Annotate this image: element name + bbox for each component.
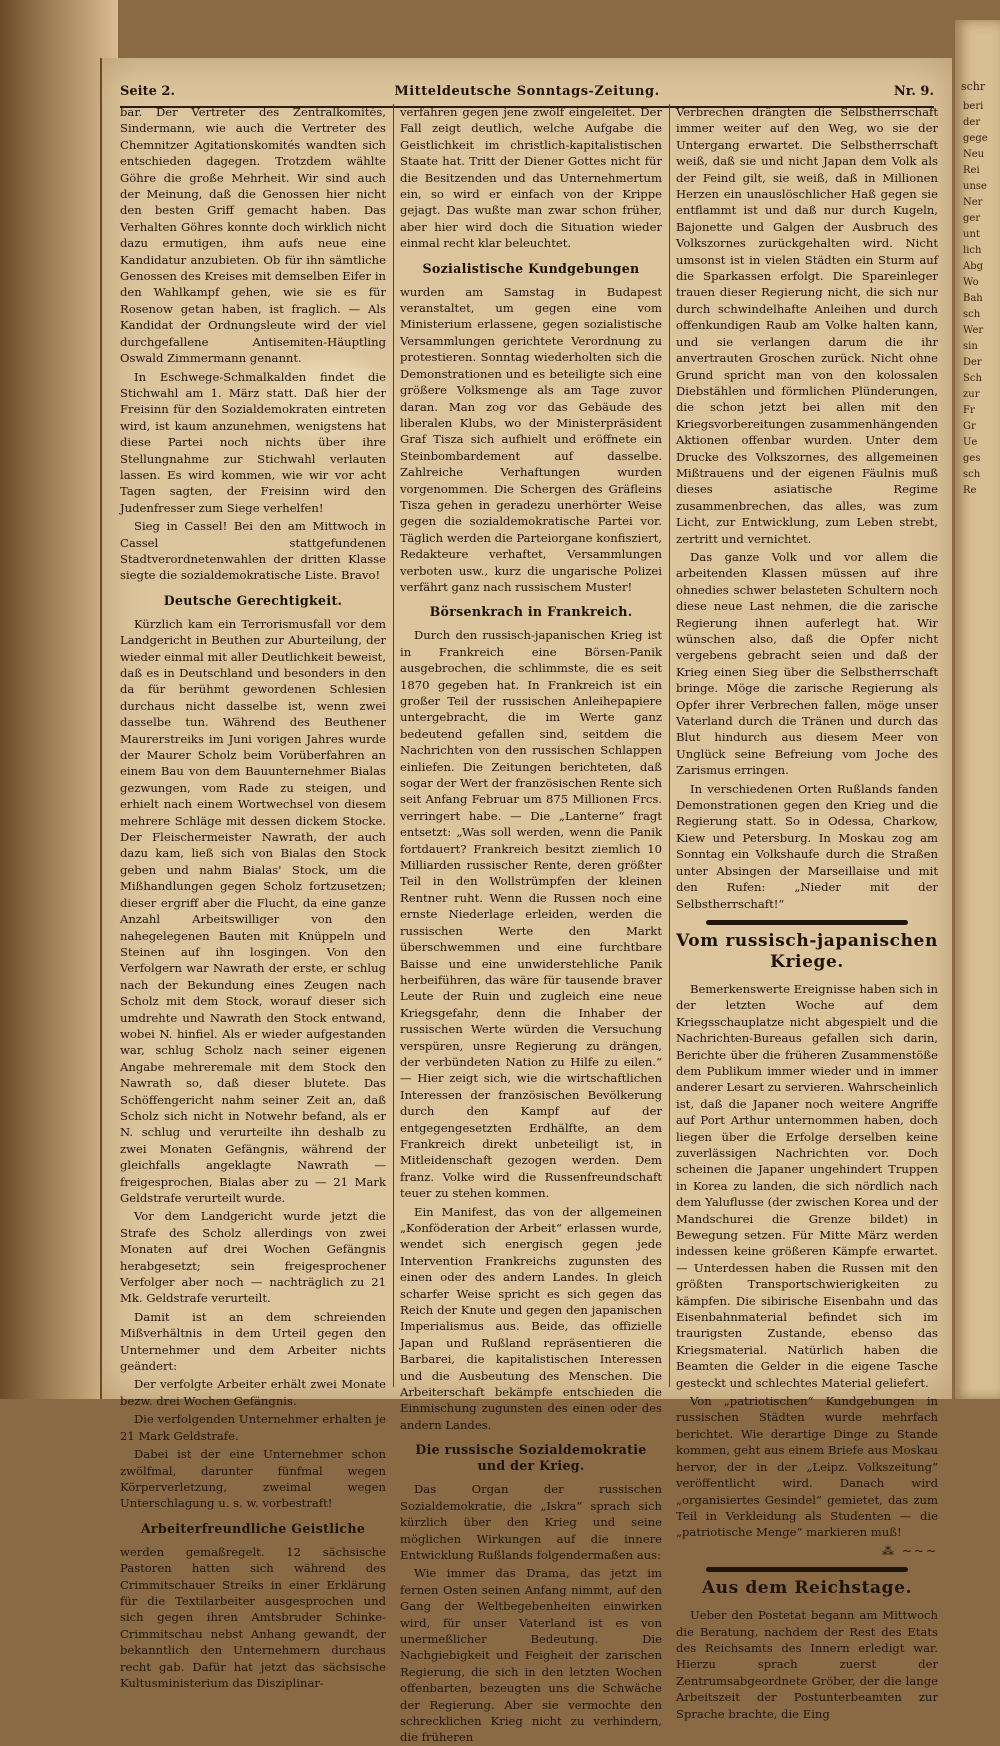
article-paragraph: bar. Der Vertreter des Zentralkomités, Sindermann, wie auch die Vertreter des Chemnitzer Agitationskomités wandten sich entschieden dagegen. Trotzdem wählte Göhre die große Mehrheit. Wir sind auch der Meinung, daß die Genossen hier nicht den besten Griff gemacht haben. Das Verhalten Göhres konnte doch wirklich nicht dazu ermutigen, ihm aufs neue eine Kandidatur anzubieten. Ob für ihn sämtliche Genossen des Kreises mit demselben Eifer in den Wahlkampf gehen, wie sie es für Rosenow getan haben, ist fraglich. — Als Kandidat der Ordnungsleute wird der viel durchgefallene Antisemiten-Häuptling Oswald Zimmermann genannt. [120,105,386,366]
section-heading: Die russische Sozialdemokratie und der Krieg. [415,1442,647,1474]
adjacent-page-line: Fr [963,405,975,416]
ornament-flourish: ⁂ ~~~ [882,1543,938,1558]
section-heading: Deutsche Gerechtigkeit. [163,592,343,608]
adjacent-page-line: Sch [963,373,982,384]
adjacent-page-line: Wo [963,277,979,288]
newspaper-title: Mitteldeutsche Sonntags-Zeitung. [394,84,660,99]
adjacent-page-line: unse [963,181,987,192]
article-paragraph: Kürzlich kam ein Terrorismusfall vor dem Landgericht in Beuthen zur Aburteilung, der wieder einmal mit aller Deutlichkeit beweist, daß es in Deutschland und besonders in den da für berühmt gewordenen Schlesien durchaus nicht dasselbe ist, wenn zwei dasselbe tun. Während des Beuthener Maurerstreiks im Juni vorigen Jahres wurde der Maurer Scholz beim Vorüberfahren an einem Bau von dem Bauunternehmer Bialas gezwungen, vom Rade zu steigen, und erhielt nach einem Wortwechsel von diesem mehrere Schläge mit dessen dickem Stocke. Der Fleischermeister Nawrath, der auch dazu kam, ließ sich von Bialas den Stock geben und nahm Bialas' Stock, um die Mißhandlungen gegen Scholz fortzusetzen; dieser ergriff aber die Flucht, da eine ganze Anzahl Arbeitswilliger von den nahegelegenen Bauten mit Knüppeln und Steinen auf ihn losgingen. Von den Verfolgern war Nawrath der erste, er schlug nach der Bekundung eines Zeugen nach Scholz mit dem Stock, worauf dieser sich umdrehte und Nawrath den Stock entwand, wobei N. hinfiel. Als er wieder aufgestanden war, schlug Scholz nach seiner eigenen Angabe mehreremale mit dem Stock den Nawrath so, daß dieser blutete. Das Schöffengericht nahm seiner Zeit an, daß Scholz sich nicht in Notwehr befand, als er N. schlug und verurteilte ihn deshalb zu zwei Monaten Gefängnis, während der gleichfalls angeklagte Nawrath — freigesprochen, Bialas aber zu — 21 Mark Geldstrafe verurteilt wurde. [120,616,386,1205]
column-divider [669,104,670,1387]
section-heading: Sozialistische Kundgebungen [422,260,640,276]
section-heading-large: Vom russisch-japanischen Kriege. [676,930,938,972]
article-paragraph: Verbrechen drängten die Selbstherrschaft immer weiter auf den Weg, wo sie der Untergang erwartet. Die Selbstherrschaft weiß, daß sie und nicht Japan dem Volk als der Feind gilt, sie weiß, daß in Millionen Herzen ein unauslöschlicher Haß gegen sie entflammt ist und daß nur durch Kugeln, Bajonette und Galgen der Ausbruch des Volkszornes zurückgehalten wird. Nicht umsonst ist in vielen Städten ein Sturm auf die Sparkassen erfolgt. Die Spareinleger trauen dieser Regierung nicht, die sich nur durch schwindelhafte Anleihen und durch offenkundigen Raub am Volke halten kann, und sie verlangen darum die ihr anvertrauten Groschen zurück. Nicht ohne Grund spricht man von den kolossalen Diebstählen und förmlichen Plünderungen, die schon jetzt bei allen mit den Kriegsvorbereitungen zusammenhängenden Aktionen offenbar wurden. Unter dem Drucke des Volkszornes, des allgemeinen Mißtrauens und der eigenen Fäulnis muß dieses asiatische Regime zusammenbrechen, das alles, was zum Licht, zur Entwicklung, zum Leben strebt, zertritt und vernichtet. [676,105,938,546]
column-3 [676,104,938,1721]
section-rule [706,920,908,925]
adjacent-page-line: beri [963,101,984,112]
adjacent-page-line: ges [963,453,981,464]
article-paragraph: Das Organ der russischen Sozialdemokratie, die „Iskra“ sprach sich kürzlich über den Krieg und seine möglichen Wirkungen auf die innere Entwicklung Rußlands folgendermaßen aus: [400,1482,662,1562]
newspaper-page [100,58,952,1745]
article-paragraph: verfahren gegen jene zwölf eingeleitet. Der Fall zeigt deutlich, welche Aufgabe die Geistlichkeit im christlich-kapitalistischen Staate hat. Tritt der Diener Gottes nicht für die Besitzenden und das Unternehmertum ein, so wird er einfach von der Krippe gejagt. Das wußte man zwar schon früher, aber hier wird doch die Situation wieder einmal recht klar beleuchtet. [400,105,662,251]
article-paragraph: werden gemaßregelt. 12 sächsische Pastoren hatten sich während des Crimmitschauer Streiks in einer Erklärung für die Textilarbeiter ausgesprochen und sich gegen ihren Amtsbruder Schinke-Crimmitschau nebst Anhang gewandt, der bekanntlich den Unternehmern durchaus recht gab. Dafür hat jetzt das sächsische Kultusministerium das Disziplinar- [120,1544,386,1690]
section-heading: Börsenkrach in Frankreich. [429,604,633,620]
adjacent-page-line: Gr [963,421,976,432]
article-paragraph: Wie immer das Drama, das jetzt im fernen Osten seinen Anfang nimmt, auf den Gang der Weltbegebenheiten einwirken wird, für unser Vaterland ist es von unermeßlicher Bedeutung. Die Nachgiebigkeit und Feigheit der zarischen Regierung, die sich in den letzten Wochen offenbarten, bezeugten uns die Schwäche der Regierung. Aber sie vermochte den schrecklichen Krieg nicht zu verhindern, die früheren [400,1566,662,1745]
adjacent-page-line: Re [963,485,977,496]
article-paragraph: Damit ist an dem schreienden Mißverhältnis in dem Urteil gegen den Unternehmer und dem Arbeiter nichts geändert: [120,1309,386,1374]
adjacent-page-edge [955,20,1000,1399]
section-heading-large: Aus dem Reichstage. [701,1578,913,1599]
column-divider [393,104,394,1387]
article-paragraph: Von „patriotischen“ Kundgebungen in russischen Städten wurde mehrfach berichtet. Wie derartige Dinge zu Stande kommen, geht aus einem Briefe aus Moskau hervor, der in der „Leipz. Volkszeitung“ veröffentlicht wird. Danach wird „organisiertes Gesindel“ gemietet, das zum Teil in Verkleidung als Studenten — die „patriotische Menge“ markieren muß! [676,1394,938,1540]
adjacent-page-fragment: schr [961,80,986,93]
adjacent-page-line: lich [963,245,982,256]
adjacent-page-lines [955,99,1000,499]
column-2 [400,104,662,1745]
article-paragraph: Ueber den Postetat begann am Mittwoch die Beratung, nachdem der Rest des Etats des Reichsamts des Innern erledigt war. Hierzu sprach zuerst der Zentrumsabgeordnete Gröber, der die lange Arbeitszeit der Postunterbeamten zur Sprache brachte, die Eing [676,1608,938,1721]
adjacent-page-line: Der [963,357,982,368]
adjacent-page-line: Ner [963,197,983,208]
section-heading: Arbeiterfreundliche Geistliche [140,1520,366,1536]
adjacent-page-line: Bah [963,293,983,304]
adjacent-page-line: der [963,117,981,128]
article-paragraph: Sieg in Cassel! Bei den am Mittwoch in Cassel stattgefundenen Stadtverordnetenwahlen der dritten Klasse siegte die sozialdemokratische Liste. Bravo! [120,519,386,583]
adjacent-page-line: gege [963,133,988,144]
article-paragraph: Ein Manifest, das von der allgemeinen „Konföderation der Arbeit“ erlassen wurde, wendet sich energisch gegen jede Intervention Frankreichs zugunsten des einen oder des andern Landes. In gleich scharfer Weise spricht es sich gegen das Reich der Knute und gegen den japanischen Imperialismus aus. Beide, das offizielle Japan und Rußland repräsentieren die Barbarei, die kapitalistischen Interessen und die Ausbeutung des Menschen. Die Arbeiterschaft bekämpfe entschieden die Einmischung zugunsten des einen oder des andern Landes. [400,1204,662,1432]
article-paragraph: Vor dem Landgericht wurde jetzt die Strafe des Scholz allerdings von zwei Monaten auf drei Wochen Gefängnis herabgesetzt; sein freigesprochener Verfolger aber noch — nachträglich zu 21 Mk. Geldstrafe verurteilt. [120,1209,386,1306]
article-paragraph: Das ganze Volk und vor allem die arbeitenden Klassen müssen auf ihre ohnedies schwer belasteten Schultern noch diese neue Last nehmen, die die zarische Regierung ihnen auferlegt hat. Wir wünschen also, daß die Opfer nicht vergebens gebracht seien und daß der Krieg einen Sieg über die Selbstherrschaft bringe. Möge die zarische Regierung als Opfer ihrer Verbrechen fallen, möge unser Vaterland durch die Tränen und durch das Blut hindurch aus diesem Meer von Unglück seine Befreiung vom Joche des Zarismus erringen. [676,549,938,778]
page-label: Seite 2. [120,84,175,99]
article-paragraph: Die verfolgenden Unternehmer erhalten je 21 Mark Geldstrafe. [120,1412,386,1443]
adjacent-page-line: Abg [963,261,984,272]
adjacent-page-line: sin [963,341,978,352]
article-paragraph: In Eschwege-Schmalkalden findet die Stichwahl am 1. März statt. Daß hier der Freisinn für den Sozialdemokraten eintreten wird, ist kaum anzunehmen, wenigstens hat diese Partei noch nichts über ihre Stellungnahme zur Stichwahl verlauten lassen. Es wird kommen, wie wir vor acht Tagen sagten, der Freisinn wird den Judenfresser zum Siege verhelfen! [120,369,386,515]
section-rule [706,1567,908,1572]
issue-number: Nr. 9. [893,84,934,99]
adjacent-page-line: sch [963,309,981,320]
adjacent-page-line: zur [963,389,980,400]
adjacent-page-line: Ue [963,437,978,448]
adjacent-page-line: ger [963,213,981,224]
column-1 [120,104,386,1690]
adjacent-page-line: Neu [963,149,985,160]
article-paragraph: In verschiedenen Orten Rußlands fanden Demonstrationen gegen den Krieg und die Regierung statt. So in Odessa, Charkow, Kiew und Petersburg. In Moskau zog am Sonntag ein Volkshaufe durch die Straßen unter Absingen der Marseillaise und mit den Rufen: „Nieder mit der Selbstherrschaft!“ [676,781,938,911]
article-paragraph: Bemerkenswerte Ereignisse haben sich in der letzten Woche auf dem Kriegsschauplatze nicht abgespielt und die Nachrichten-Bureaus gefallen sich darin, Berichte über die früheren Zusammenstöße dem Publikum immer wieder und in immer anderer Lesart zu servieren. Wahrscheinlich ist, daß die Japaner noch weitere Angriffe auf Port Arthur unternommen haben, doch liegen über die Erfolge derselben keine zuverlässigen Nachrichten vor. Doch scheinen die Japaner ungehindert Truppen in Korea zu landen, die sich nördlich nach dem Yaluflusse (der zwischen Korea und der Mandschurei die Grenze bildet) in Bewegung setzen. Für Mitte März werden indessen keine größeren Kämpfe erwartet. — Unterdessen haben die Russen mit den größten Transportschwierigkeiten zu kämpfen. Die sibirische Eisenbahn und das Eisenbahnmaterial befindet sich im traurigsten Zustande, ebenso das Kriegsmaterial. Natürlich haben die Beamten die Gelder in die eigene Tasche gesteckt und schlechtes Material geliefert. [676,981,938,1390]
adjacent-page-line: sch [963,469,981,480]
adjacent-page-line: unt [963,229,980,240]
adjacent-page-line: Wer [963,325,984,336]
article-paragraph: Durch den russisch-japanischen Krieg ist in Frankreich eine Börsen-Panik ausgebrochen, die schlimmste, die es seit 1870 gegeben hat. In Frankreich ist ein großer Teil der russischen Anleihepapiere untergebracht, die im Werte ganz bedeutend gefallen sind, seitdem die Nachrichten von den russischen Schlappen einliefen. Die Zeitungen berichteten, daß sogar der Wert der französischen Rente sich seit Anfang Februar um 875 Millionen Frcs. verringert habe. — Die „Lanterne“ fragt entsetzt: „Was soll werden, wenn die Panik fortdauert? Frankreich besitzt ziemlich 10 Milliarden russischer Rente, deren größter Teil in den Wollstrümpfen der kleinen Rentner ruht. Wenn die Russen noch eine ernste Niederlage erleiden, werden die russischen Werte den Markt überschwemmen und eine furchtbare Baisse und eine unwiderstehliche Panik herbeiführen, das wäre für tausende braver Leute der Ruin und zugleich eine neue Kriegsgefahr, denn die Inhaber der russischen Werte würden die Versuchung verspüren, unsre Regierung zu drängen, der verbündeten Nation zu Hilfe zu eilen.“ — Hier zeigt sich, wie die wirtschaftlichen Interessen der französischen Bevölkerung durch den Kampf auf der entgegengesetzten Erdhälfte, an dem Frankreich direkt unbeteiligt ist, in Mitleidenschaft gezogen werden. Dem franz. Volke wird die Russenfreundschaft teuer zu stehen kommen. [400,628,662,1201]
adjacent-page-line: Rei [963,165,980,176]
article-paragraph: Der verfolgte Arbeiter erhält zwei Monate bezw. drei Wochen Gefängnis. [120,1377,386,1408]
article-paragraph: wurden am Samstag in Budapest veranstaltet, um gegen eine vom Ministerium erlassene, gegen sozialistische Versammlungen gerichtete Verordnung zu protestieren. Sonntag wiederholten sich die Demonstrationen und es beteiligte sich eine größere Volksmenge als am Tage zuvor daran. Man zog vor das Gebäude des liberalen Klubs, wo der Ministerpräsident Graf Tisza sich aufhielt und eröffnete ein Steinbombardement auf dasselbe. Zahlreiche Verhaftungen wurden vorgenommen. Die Schergen des Gräfleins Tisza gehen in geradezu unerhörter Weise gegen die sozialdemokratische Partei vor. Täglich werden die Parteiorgane konfisziert, Redakteure verhaftet, Versammlungen verboten usw., kurz die ungarische Polizei verfährt ganz nach russischem Muster! [400,284,662,594]
article-paragraph: Dabei ist der eine Unternehmer schon zwölfmal, darunter fünfmal wegen Körperverletzung, zweimal wegen Unterschlagung u. s. w. vorbestraft! [120,1447,386,1511]
